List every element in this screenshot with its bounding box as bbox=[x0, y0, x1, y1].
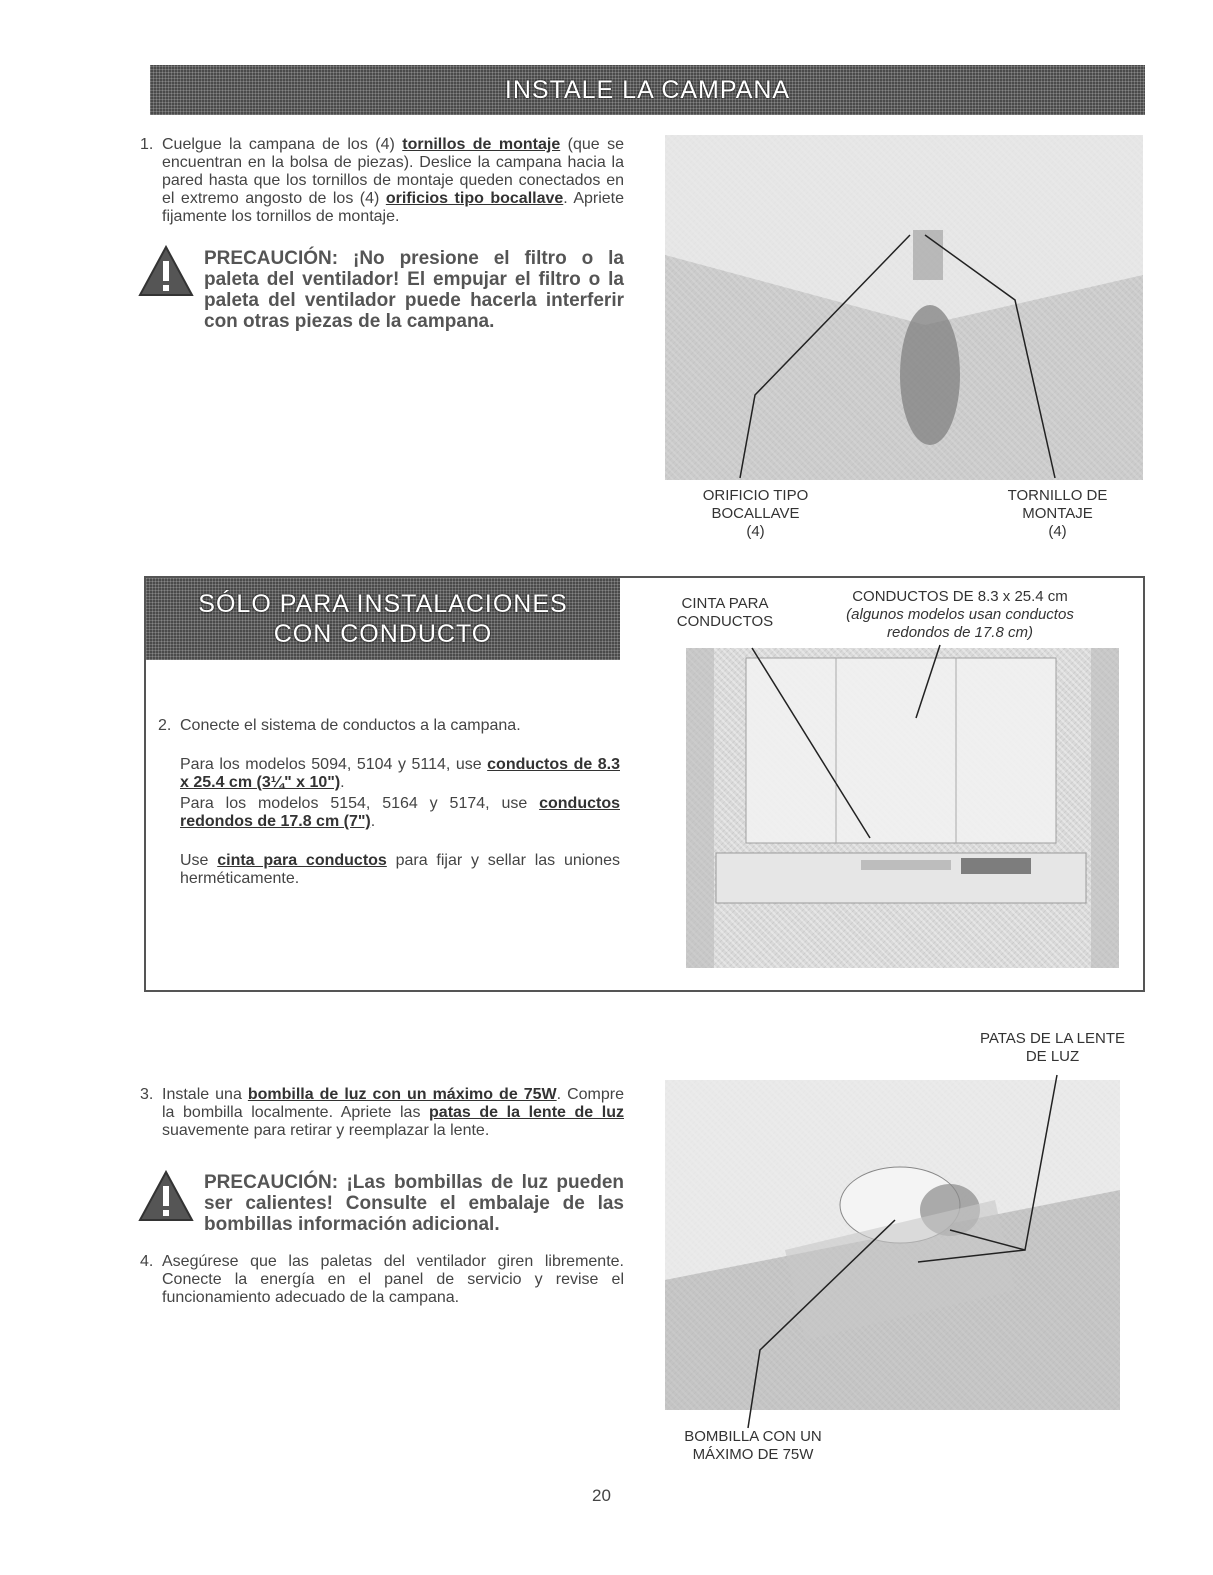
step-4-text: Asegúrese que las paletas del ventilador giren libremente. Conecte la energía en el panel de servicio y revise el funcionamiento adecuado de la campana. bbox=[162, 1253, 624, 1306]
ducted-title-line1: SÓLO PARA INSTALACIONES bbox=[198, 590, 568, 618]
warning-icon bbox=[138, 1170, 194, 1222]
label-lens-tabs: PATAS DE LA LENTE DE LUZ bbox=[979, 1030, 1126, 1065]
step-number: 1. bbox=[140, 136, 154, 153]
section-banner-install bbox=[150, 65, 1145, 115]
link-mounting-screws: tornillos de montaje bbox=[402, 136, 561, 153]
label-bulb-max: BOMBILLA CON UN MÁXIMO DE 75W bbox=[684, 1428, 822, 1463]
link-round-duct: conductos redondos de 17.8 cm (7") bbox=[180, 795, 620, 830]
link-keyhole-slots: orificios tipo bocallave bbox=[385, 190, 564, 207]
photo-duct-connection bbox=[686, 648, 1119, 968]
step-number: 4. bbox=[140, 1253, 154, 1270]
link-rect-duct: conductos de 8.3 x 25.4 cm (3¼" x 10") bbox=[180, 756, 620, 791]
section-title: INSTALE LA CAMPANA bbox=[504, 76, 791, 104]
link-bulb: bombilla de luz con un máximo de 75W bbox=[247, 1086, 557, 1103]
link-duct-tape: cinta para conductos bbox=[217, 852, 387, 869]
page-number: 20 bbox=[592, 1486, 611, 1505]
label-mounting-screw: TORNILLO DE MONTAJE (4) bbox=[1007, 487, 1108, 540]
label-keyhole-slot: ORIFICIO TIPO BOCALLAVE (4) bbox=[702, 487, 809, 540]
ducted-title-line2: CON CONDUCTO bbox=[273, 620, 493, 648]
step-number: 2. bbox=[158, 717, 172, 734]
step-1-text: Cuelgue la campana de los (4) tornillos de montaje (que se encuentran en la bolsa de piezas). Deslice la campana hacia la pared hasta que los tornillos de montaje queden conectados en el extremo angosto de los (4) orificios tipo bocallave. Apriete fijamente los tornillos de montaje. bbox=[162, 136, 625, 225]
step-3-text: Instale una bombilla de luz con un máximo de 75W. Compre la bombilla localmente. Apriete las patas de la lente de luz suavemente para retirar y reemplazar la lente. bbox=[162, 1086, 625, 1139]
duct-models-rect: Para los modelos 5094, 5104 y 5114, use conductos de 8.3 x 25.4 cm (3¼" x 10"). bbox=[180, 756, 620, 791]
label-ducts: CONDUCTOS DE 8.3 x 25.4 cm (algunos modelos usan conductos redondos de 17.8 cm) bbox=[846, 588, 1074, 641]
step-number: 3. bbox=[140, 1086, 154, 1103]
step-2-text: Conecte el sistema de conductos a la campana. bbox=[180, 717, 521, 734]
section-banner-ducted bbox=[146, 578, 620, 660]
warning-icon bbox=[138, 245, 194, 297]
label-duct-tape: CINTA PARA CONDUCTOS bbox=[676, 595, 774, 630]
link-lens-tabs: patas de la lente de luz bbox=[429, 1104, 624, 1121]
photo-mounting-screws bbox=[665, 135, 1143, 480]
photo-light-bulb bbox=[665, 1080, 1120, 1410]
caution-hot-bulbs: PRECAUCIÓN: ¡Las bombillas de luz pueden ser calientes! Consulte el embalaje de las bombillas información adicional. bbox=[204, 1172, 624, 1235]
caution-filter: PRECAUCIÓN: ¡No presione el filtro o la paleta del ventilador! El empujar el filtro o la paleta del ventilador puede hacerla interferir con otras piezas de la campana. bbox=[204, 248, 624, 332]
duct-tape-text: Use cinta para conductos para fijar y sellar las uniones herméticamente. bbox=[180, 852, 620, 887]
duct-models-round: Para los modelos 5154, 5164 y 5174, use conductos redondos de 17.8 cm (7"). bbox=[180, 795, 620, 830]
